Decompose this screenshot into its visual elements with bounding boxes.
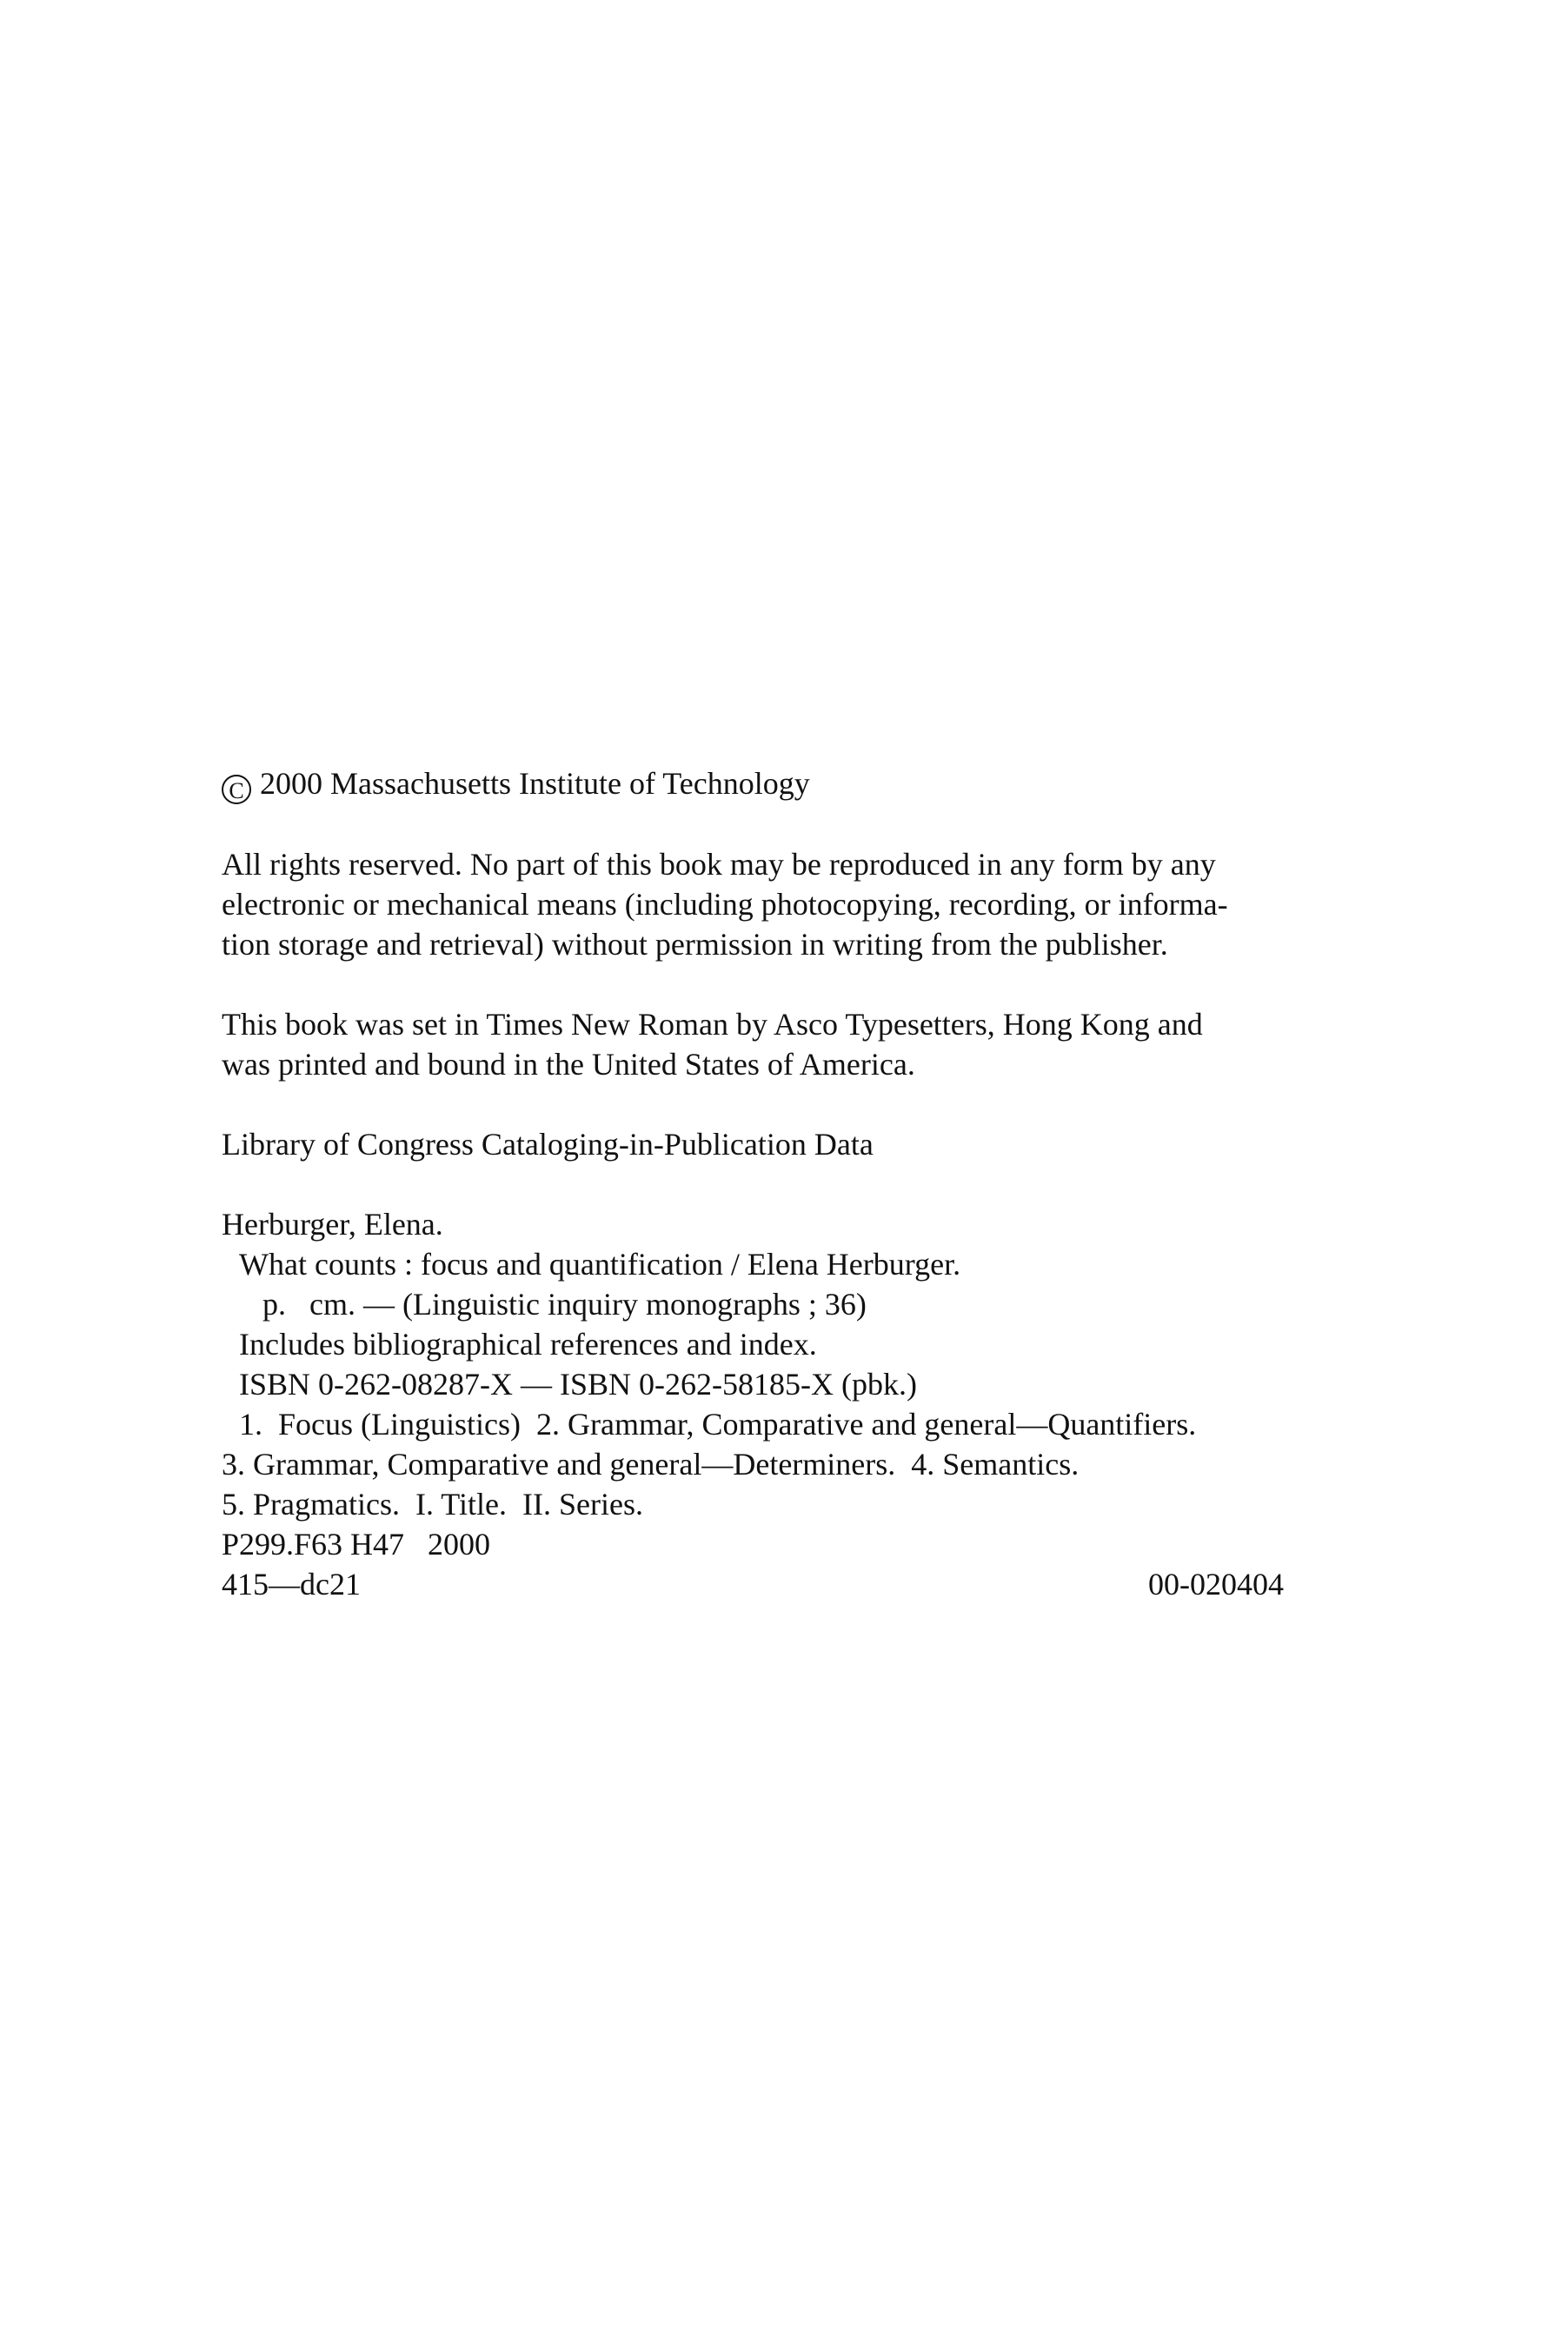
cip-record bbox=[222, 1204, 1352, 1604]
cip-call-number: P299.F63 H47 2000 bbox=[222, 1527, 491, 1562]
typesetting-line: This book was set in Times New Roman by Asco Typesetters, Hong Kong and bbox=[222, 1007, 1203, 1042]
cip-subjects: 3. Grammar, Comparative and general—Determiners. 4. Semantics. bbox=[222, 1447, 1080, 1482]
cip-author: Herburger, Elena. bbox=[222, 1207, 443, 1242]
cip-isbn: ISBN 0-262-08287-X — ISBN 0-262-58185-X (pbk.) bbox=[239, 1367, 917, 1402]
spacer bbox=[222, 1084, 1352, 1124]
cip-dewey: 415—dc21 bbox=[222, 1567, 361, 1602]
cip-heading: Library of Congress Cataloging-in-Publication Data bbox=[222, 1127, 874, 1162]
copyright-icon: C bbox=[222, 775, 251, 804]
spacer bbox=[222, 804, 1352, 844]
cip-subjects: 5. Pragmatics. I. Title. II. Series. bbox=[222, 1487, 643, 1522]
cip-subjects: 1. Focus (Linguistics) 2. Grammar, Comparative and general—Quantifiers. bbox=[239, 1407, 1197, 1442]
cip-title: What counts : focus and quantification / Elena Herburger. bbox=[239, 1247, 961, 1282]
cip-lccn: 00-020404 bbox=[1148, 1567, 1284, 1602]
rights-paragraph bbox=[222, 844, 1352, 964]
rights-line: All rights reserved. No part of this book may be reproduced in any form by any bbox=[222, 847, 1216, 882]
typesetting-paragraph bbox=[222, 1004, 1352, 1084]
spacer bbox=[222, 964, 1352, 1004]
rights-line: electronic or mechanical means (including photocopying, recording, or informa- bbox=[222, 887, 1228, 922]
cip-classification bbox=[222, 1564, 1284, 1604]
copyright-line bbox=[222, 763, 1352, 804]
rights-line: tion storage and retrieval) without permission in writing from the publisher. bbox=[222, 927, 1168, 962]
copyright-page bbox=[222, 763, 1352, 1604]
copyright-text: 2000 Massachusetts Institute of Technology bbox=[260, 766, 810, 801]
spacer bbox=[222, 1164, 1352, 1204]
cip-physical: p. cm. — (Linguistic inquiry monographs ; 36) bbox=[262, 1287, 867, 1322]
cip-notes: Includes bibliographical references and index. bbox=[239, 1327, 817, 1362]
typesetting-line: was printed and bound in the United States of America. bbox=[222, 1047, 915, 1082]
